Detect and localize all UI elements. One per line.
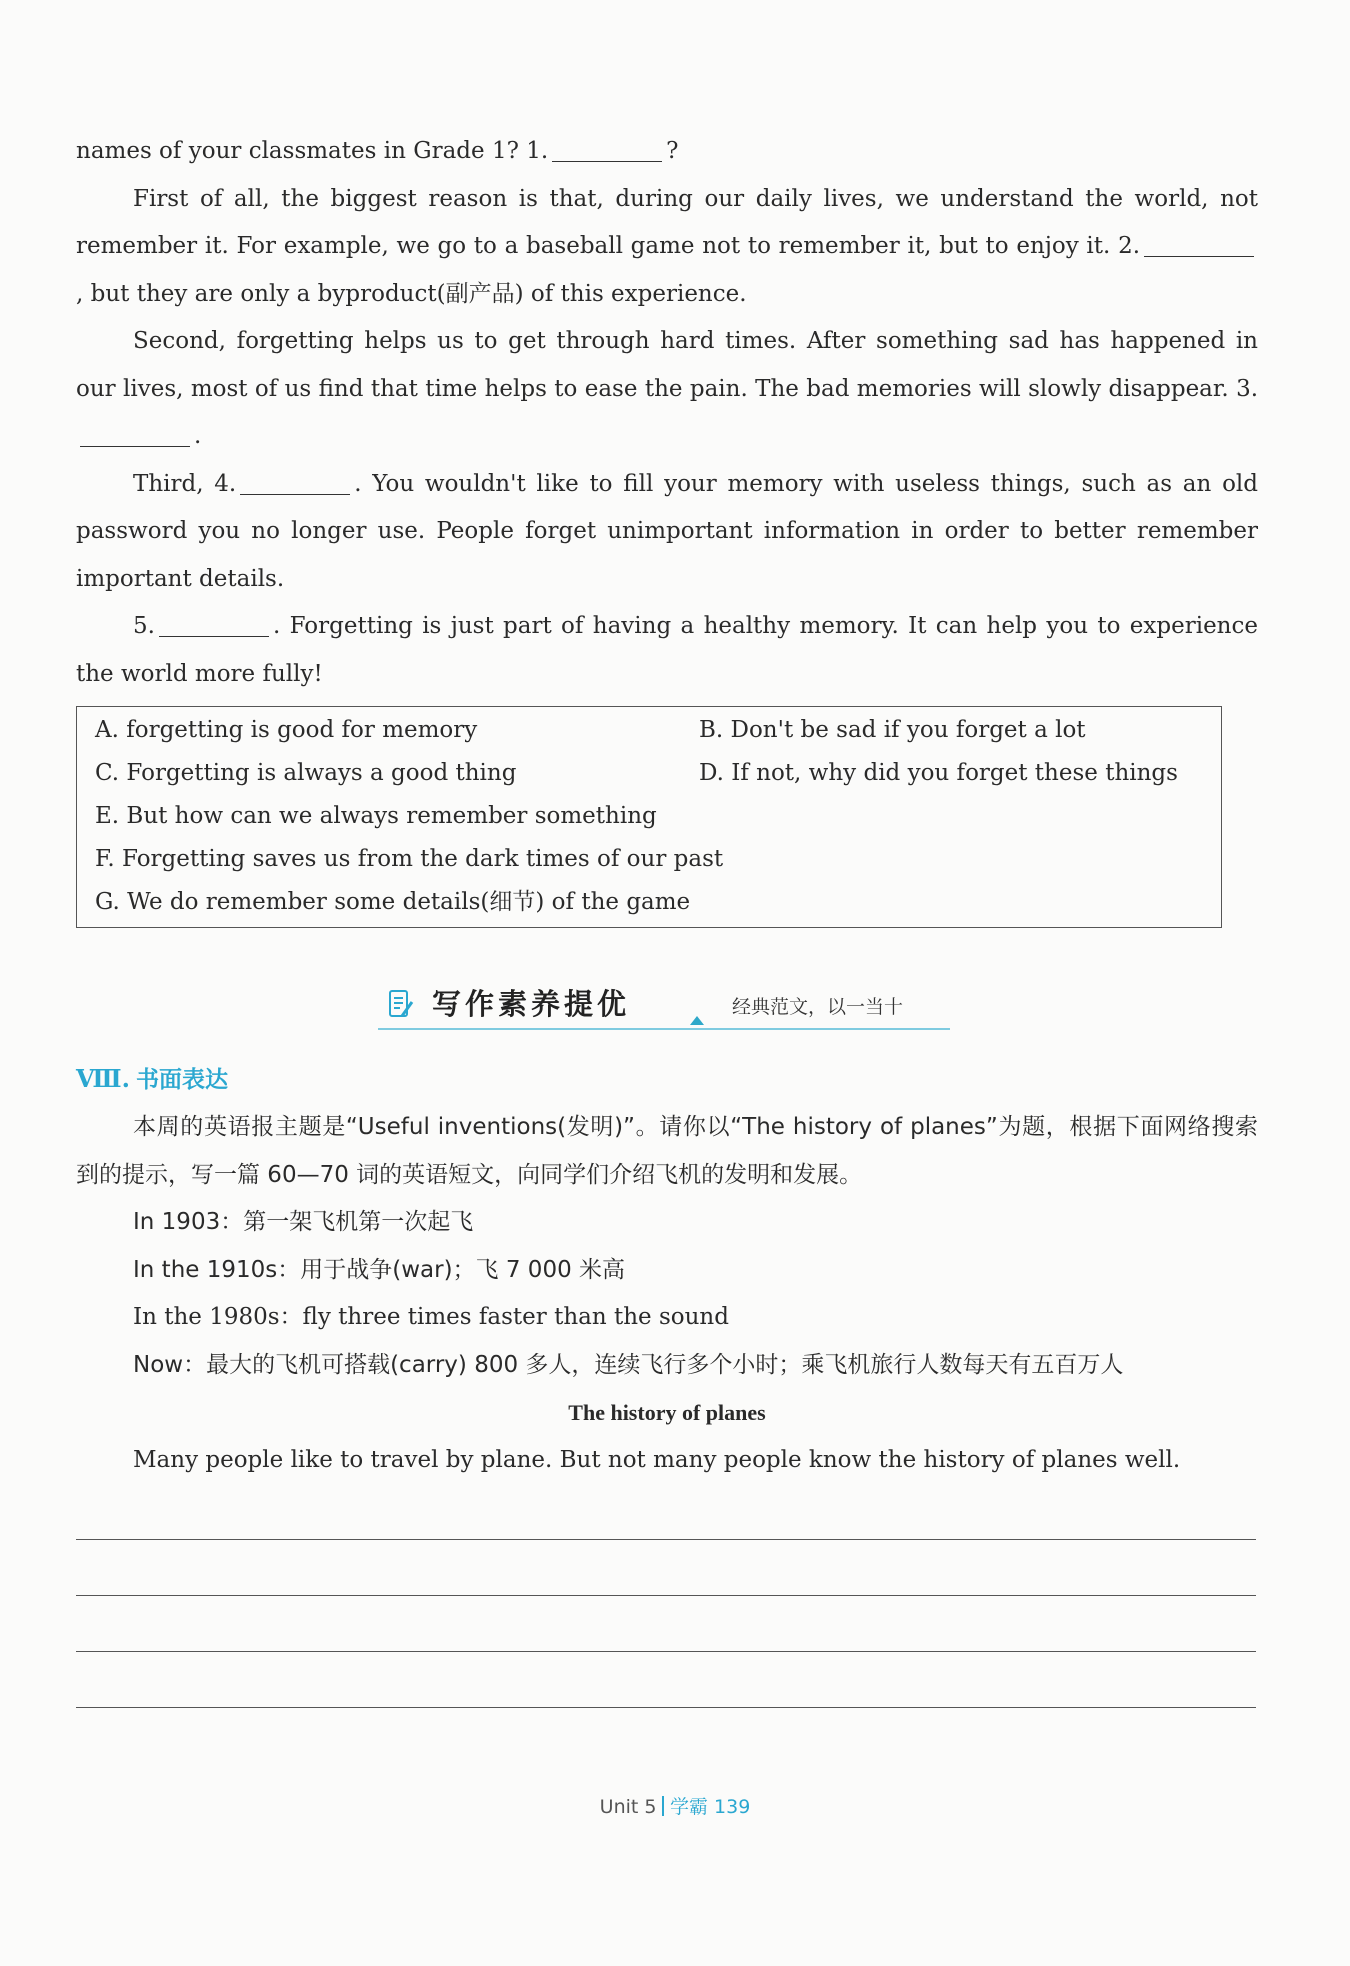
footer-unit: Unit 5	[599, 1796, 657, 1818]
passage-text: Second, forgetting helps us to get through hard times. After something sad has happened in our lives, most of us find that time helps to ease the pain. The bad memories will slowly disappear.	[76, 328, 1258, 402]
writing-line[interactable]	[76, 1652, 1256, 1708]
page-footer	[0, 1792, 1350, 1819]
passage-text: ?	[666, 138, 679, 164]
essay-opening: Many people like to travel by plane. But not many people know the history of planes well.	[133, 1446, 1181, 1473]
banner-title: 写作素养提优	[432, 987, 631, 1021]
writing-banner	[76, 938, 1258, 1048]
question-number: 5.	[133, 613, 155, 639]
notepad-pencil-icon	[388, 988, 414, 1020]
answer-blank-1[interactable]	[552, 131, 662, 162]
option-g: G. We do remember some details(细节) of the game	[95, 889, 691, 915]
passage-text: .	[194, 423, 202, 449]
passage-paragraph-4	[76, 603, 1258, 698]
passage-paragraph-2	[76, 318, 1258, 461]
question-number: 2.	[1118, 233, 1141, 259]
hint-1980s: In the 1980s：fly three times faster than the sound	[133, 1304, 729, 1330]
passage-text: names of your classmates in Grade 1? 1.	[76, 138, 549, 164]
writing-area[interactable]	[76, 1484, 1258, 1708]
answer-blank-5[interactable]	[159, 606, 269, 637]
passage-text: First of all, the biggest reason is that, during our daily lives, we understand the world, not remember it. For example, we go to a baseball game not to remember it, but to enjoy it.	[76, 185, 1258, 259]
passage-paragraph-3	[76, 461, 1258, 604]
footer-brand: 学霸	[669, 1796, 708, 1818]
section-heading	[76, 1054, 1258, 1104]
writing-prompt: 本周的英语报主题是“Useful inventions(发明)”。请你以“The history of planes”为题，根据下面网络搜索到的提示，写一篇 60—70 词的英语短文，向同学们介绍飞机的发明和发展。	[76, 1114, 1258, 1188]
option-f: F. Forgetting saves us from the dark times of our past	[95, 846, 724, 872]
hint-now: Now：最大的飞机可搭载(carry) 800 多人，连续飞行多个小时；乘飞机旅行人数每天有五百万人	[133, 1351, 1124, 1378]
answer-blank-2[interactable]	[1144, 226, 1254, 257]
passage-paragraph-1	[76, 176, 1258, 319]
hint-1903: In 1903：第一架飞机第一次起飞	[133, 1209, 474, 1235]
options-box	[76, 706, 1222, 928]
writing-line[interactable]	[76, 1540, 1256, 1596]
option-e: E. But how can we always remember something	[95, 803, 657, 829]
triangle-marker-icon	[690, 1016, 704, 1025]
option-d: D. If not, why did you forget these things	[699, 760, 1178, 786]
writing-line[interactable]	[76, 1596, 1256, 1652]
option-c: C. Forgetting is always a good thing	[95, 760, 517, 786]
essay-title: The history of planes	[568, 1400, 766, 1425]
page-content	[76, 128, 1258, 1708]
footer-divider	[662, 1796, 664, 1816]
answer-blank-4[interactable]	[240, 464, 350, 495]
option-b: B. Don't be sad if you forget a lot	[699, 717, 1086, 743]
passage-text: Third, 4.	[133, 470, 237, 497]
section-number: Ⅷ.	[76, 1064, 130, 1093]
passage-text: . You wouldn't like to fill your memory with useless things, such as an old password you no longer use. People forget unimportant information in order to better remember important details.	[76, 470, 1259, 592]
option-a: A. forgetting is good for memory	[95, 717, 478, 743]
passage-line-1	[76, 128, 1258, 176]
banner-frame	[378, 986, 950, 1030]
question-number: 3.	[1236, 375, 1259, 402]
hint-1910s: In the 1910s：用于战争(war)；飞 7 000 米高	[133, 1256, 626, 1283]
section-title: 书面表达	[135, 1067, 228, 1093]
writing-line[interactable]	[76, 1484, 1256, 1540]
answer-blank-3[interactable]	[80, 416, 190, 447]
banner-subtitle: 经典范文，以一当十	[732, 996, 904, 1018]
page-number: 139	[714, 1796, 751, 1818]
passage-text: . Forgetting is just part of having a healthy memory. It can help you to experience the world more fully!	[76, 613, 1258, 687]
passage-text: , but they are only a byproduct(副产品) of this experience.	[76, 280, 747, 307]
